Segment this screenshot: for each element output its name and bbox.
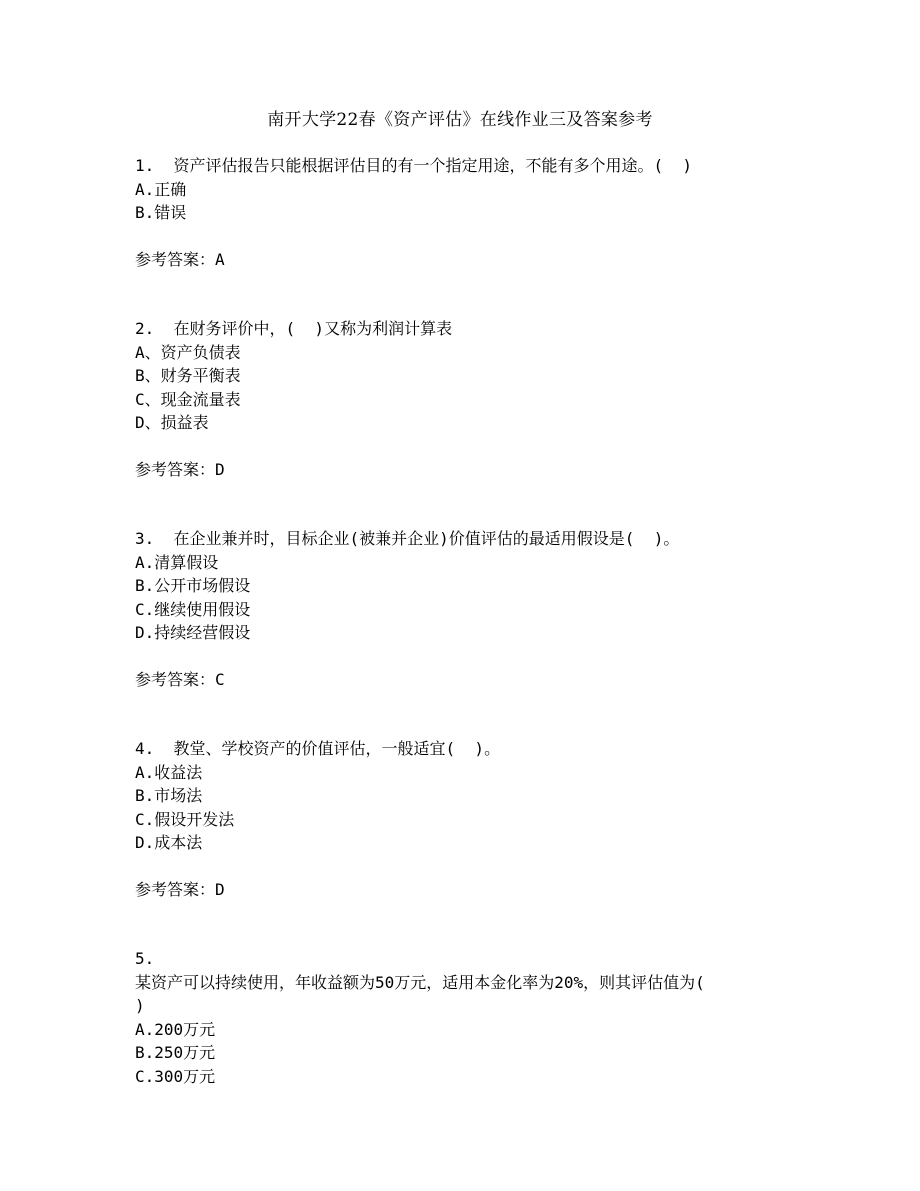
option-c: C.300万元 — [135, 1066, 216, 1086]
question-stem — [135, 737, 795, 761]
question-text: 在企业兼并时，目标企业(被兼并企业)价值评估的最适用假设是( )。 — [173, 529, 680, 548]
option-a: A.收益法 — [135, 762, 203, 782]
question-number: 5. — [135, 949, 155, 968]
question-text-continued: ) — [135, 996, 145, 1015]
question-stem — [135, 527, 795, 551]
option-b: B.错误 — [135, 203, 187, 222]
spacer — [135, 901, 795, 947]
option-b: B、财务平衡表 — [135, 366, 241, 385]
option-b: B.公开市场假设 — [135, 576, 251, 595]
question-2 — [135, 317, 795, 481]
question-number: 2. — [135, 319, 155, 338]
option-c: C、现金流量表 — [135, 389, 241, 409]
option-d: D.持续经营假设 — [135, 623, 251, 642]
question-text: 教堂、学校资产的价值评估，一般适宜( )。 — [173, 739, 501, 758]
spacer — [135, 691, 795, 737]
option-c: C.继续使用假设 — [135, 599, 251, 619]
option-d: D、损益表 — [135, 413, 209, 432]
answer-line — [135, 458, 795, 482]
option-a: A.正确 — [135, 179, 187, 199]
question-list — [135, 154, 795, 1088]
document-title: 南开大学22春《资产评估》在线作业三及答案参考 — [267, 110, 653, 130]
option-a: A.200万元 — [135, 1019, 216, 1039]
answer-line — [135, 668, 795, 692]
question-stem — [135, 317, 795, 341]
question-1 — [135, 154, 795, 271]
question-stem — [135, 154, 795, 178]
question-text: 在财务评价中，( )又称为利润计算表 — [173, 319, 453, 338]
option-b: B.市场法 — [135, 786, 203, 805]
answer-label: 参考答案： — [135, 249, 216, 269]
answer-value: A — [215, 249, 225, 269]
answer-value: D — [215, 459, 225, 479]
answer-line — [135, 878, 795, 902]
option-b: B.250万元 — [135, 1043, 216, 1062]
question-4 — [135, 737, 795, 901]
option-d: D.成本法 — [135, 833, 203, 852]
answer-label: 参考答案： — [135, 879, 216, 899]
answer-value: C — [215, 669, 225, 689]
answer-label: 参考答案： — [135, 459, 216, 479]
question-number: 4. — [135, 739, 155, 758]
question-text: 资产评估报告只能根据评估目的有一个指定用途，不能有多个用途。( ) — [173, 156, 693, 175]
answer-label: 参考答案： — [135, 669, 216, 689]
question-text: 某资产可以持续使用，年收益额为50万元，适用本金化率为20%，则其评估值为( — [135, 972, 705, 992]
option-a: A、资产负债表 — [135, 342, 241, 362]
answer-value: D — [215, 879, 225, 899]
option-a: A.清算假设 — [135, 552, 219, 572]
answer-line — [135, 248, 795, 272]
question-5 — [135, 947, 795, 1088]
spacer — [135, 271, 795, 317]
question-3 — [135, 527, 795, 691]
spacer — [135, 481, 795, 527]
question-number: 1. — [135, 156, 155, 175]
question-number: 3. — [135, 529, 155, 548]
option-c: C.假设开发法 — [135, 809, 235, 829]
